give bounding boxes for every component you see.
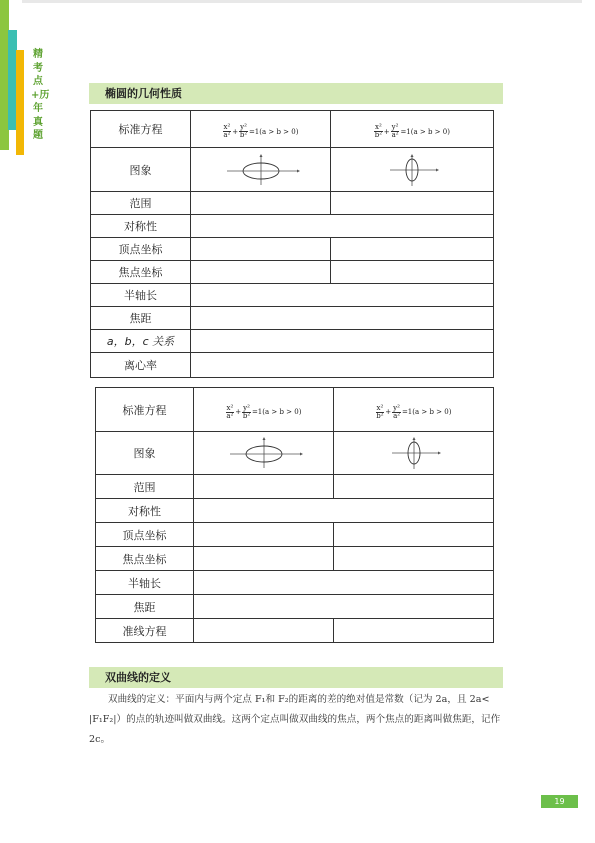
horizontal-ellipse-graph [191, 148, 331, 192]
table-row [91, 192, 494, 215]
book-title-vertical: 精考点+历年真题 [31, 49, 50, 141]
row-label: 顶点坐标 [91, 238, 191, 261]
row-label: 半轴长 [96, 571, 194, 595]
row-label: 图象 [96, 432, 194, 475]
table-row [96, 388, 494, 432]
table-row [91, 307, 494, 330]
answer-cell[interactable] [331, 238, 494, 261]
table-row [96, 619, 494, 643]
answer-cell[interactable] [191, 307, 494, 330]
equation-horizontal-ellipse [191, 111, 331, 148]
row-label: 范围 [91, 192, 191, 215]
table-row [96, 475, 494, 499]
answer-cell[interactable] [331, 261, 494, 284]
answer-cell[interactable] [331, 192, 494, 215]
equation: $\frac{\text{x²}}{\text{a²}}$ + $\frac{\text{y²}}{\text{b²}}$ =1(a > b > 0) [223, 123, 299, 139]
equation-horizontal-ellipse [194, 388, 334, 432]
answer-cell[interactable] [191, 284, 494, 307]
hyperbola-definition-text [89, 690, 503, 750]
ellipse-properties-table-1 [90, 110, 494, 378]
equation-vertical-ellipse [331, 111, 494, 148]
decor-stripe-yellow [16, 50, 24, 155]
answer-cell[interactable] [194, 499, 494, 523]
row-label: 焦点坐标 [91, 261, 191, 284]
row-label: 范围 [96, 475, 194, 499]
row-label: 标准方程 [91, 111, 191, 148]
answer-cell[interactable] [194, 547, 334, 571]
table-row [91, 238, 494, 261]
header-rule [22, 0, 582, 3]
vertical-ellipse-graph [334, 432, 494, 475]
horizontal-ellipse-graph [194, 432, 334, 475]
answer-cell[interactable] [334, 547, 494, 571]
row-label: 焦距 [96, 595, 194, 619]
answer-cell[interactable] [191, 261, 331, 284]
table-row [96, 432, 494, 475]
paragraph: 双曲线的定义：平面内与两个定点 F₁和 F₂的距离的差的绝对值是常数（记为 2a，且 2a< |F₁F₂|）的点的轨迹叫做双曲线。这两个定点叫做双曲线的焦点，两个焦点的距离叫做焦距，记作 2c。 [89, 694, 501, 745]
table-row [96, 499, 494, 523]
answer-cell[interactable] [194, 523, 334, 547]
answer-cell[interactable] [334, 619, 494, 643]
row-label: 图象 [91, 148, 191, 192]
answer-cell[interactable] [191, 330, 494, 353]
equation: $\frac{\text{x²}}{\text{b²}}$ + $\frac{\text{y²}}{\text{a²}}$ =1(a > b > 0) [376, 403, 452, 420]
row-label: a，b，c 关系 [91, 330, 191, 353]
row-label: 对称性 [96, 499, 194, 523]
row-label: 标准方程 [96, 388, 194, 432]
row-label: 焦距 [91, 307, 191, 330]
table-row [91, 261, 494, 284]
table-row [96, 595, 494, 619]
table-row [96, 523, 494, 547]
answer-cell[interactable] [194, 619, 334, 643]
row-label: 对称性 [91, 215, 191, 238]
equation-vertical-ellipse [334, 388, 494, 432]
answer-cell[interactable] [194, 475, 334, 499]
table-row [91, 215, 494, 238]
table-row [91, 353, 494, 378]
answer-cell[interactable] [194, 571, 494, 595]
table-row [91, 148, 494, 192]
table-row [91, 111, 494, 148]
answer-cell[interactable] [191, 215, 494, 238]
row-label: 准线方程 [96, 619, 194, 643]
answer-cell[interactable] [194, 595, 494, 619]
table-row [91, 330, 494, 353]
table-row [96, 571, 494, 595]
row-label: 半轴长 [91, 284, 191, 307]
answer-cell[interactable] [334, 523, 494, 547]
table-row [91, 284, 494, 307]
row-label: 顶点坐标 [96, 523, 194, 547]
row-label: 离心率 [91, 353, 191, 378]
answer-cell[interactable] [191, 192, 331, 215]
ellipse-properties-table-2 [95, 387, 494, 643]
section-heading-hyperbola-definition: 双曲线的定义 [89, 667, 503, 688]
vertical-ellipse-graph [331, 148, 494, 192]
equation: $\frac{\text{x²}}{\text{a²}}$ + $\frac{\text{y²}}{\text{b²}}$ =1(a > b > 0) [226, 403, 302, 420]
section-heading-ellipse-properties: 椭圆的几何性质 [89, 83, 503, 104]
table-row [96, 547, 494, 571]
answer-cell[interactable] [334, 475, 494, 499]
page-number: 19 [541, 795, 578, 808]
answer-cell[interactable] [191, 238, 331, 261]
equation: $\frac{\text{x²}}{\text{b²}}$ + $\frac{\text{y²}}{\text{a²}}$ =1(a > b > 0) [374, 123, 450, 139]
answer-cell[interactable] [191, 353, 494, 378]
row-label: 焦点坐标 [96, 547, 194, 571]
